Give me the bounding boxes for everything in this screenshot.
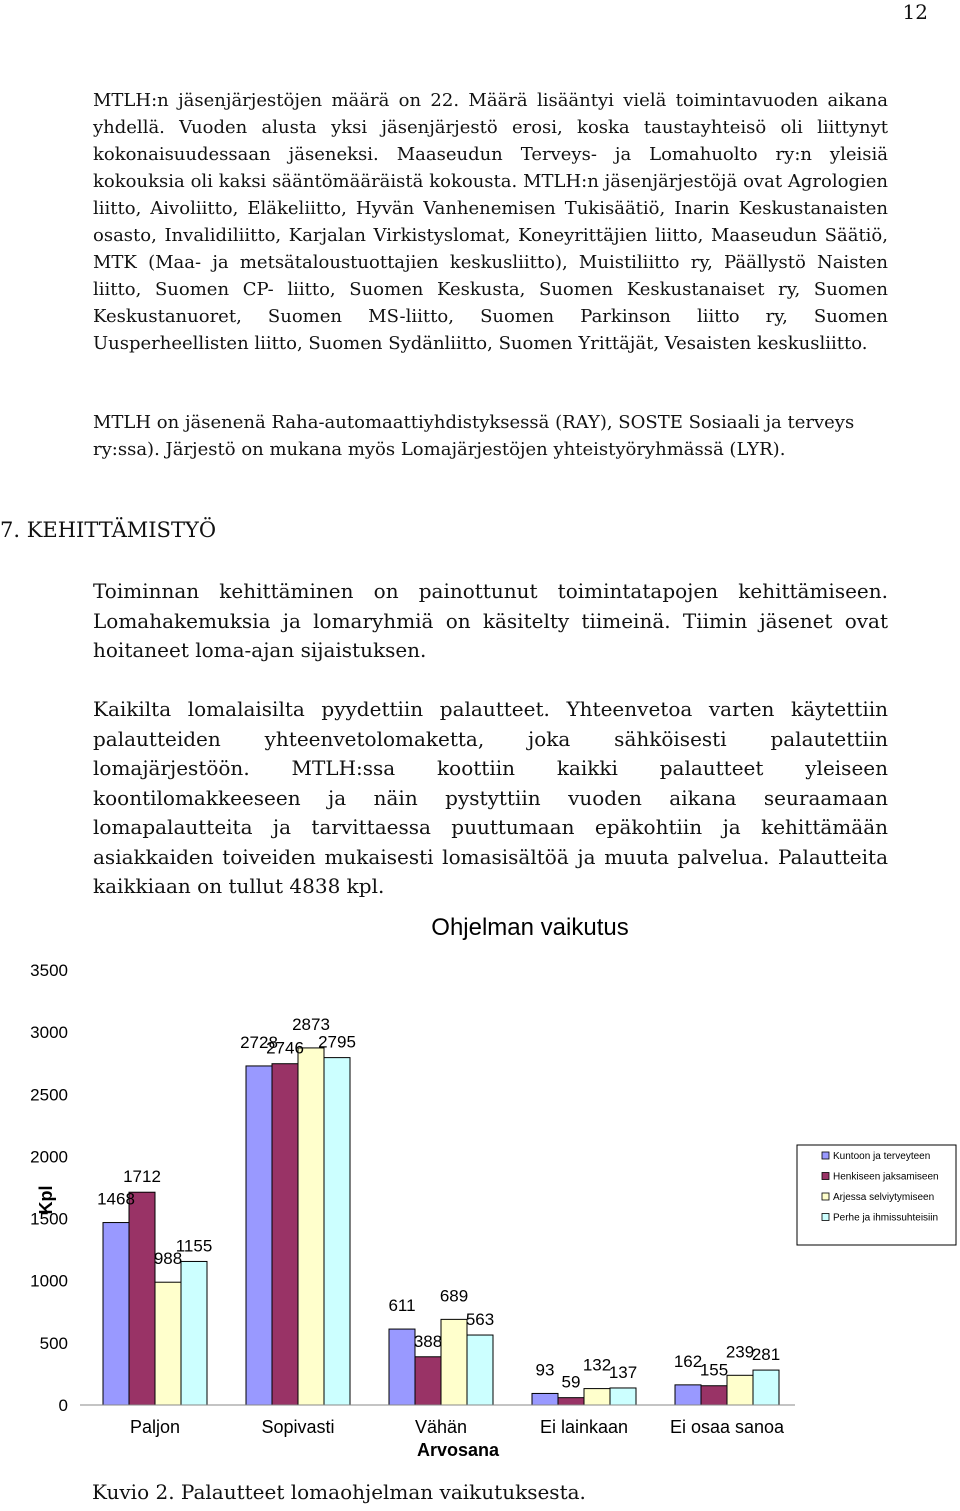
- y-tick-label: 500: [39, 1333, 68, 1353]
- y-axis-label: Kpl: [36, 1185, 56, 1215]
- bar: [298, 1048, 324, 1405]
- paragraph-members: MTLH:n jäsenjärjestöjen määrä on 22. Määrä lisääntyi vielä toimintavuoden aikana yhdellä. Vuoden alusta yksi jäsenjärjestö erosi, koska taustayhteisö oli liittynyt kokonaisuudessaan jäseneksi. Maaseudun Terveys- ja Lomahuolto ry:n yleisiä kokouksia oli kaksi sääntömääräistä kokousta. MTLH:n jäsenjärjestöjä ovat Agrologien liitto, Aivoliitto, Eläkeliitto, Hyvän Vanhenemisen Tukisäätiö, Inarin Keskustanaisten osasto, Invalidiliitto, Karjalan Virkistyslomat, Koneyrittäjien liitto, Maaseudun Säätiö, MTK (Maa- ja metsätaloustuottajien keskusliitto), Muistiliitto ry, Päällystö Naisten liitto, Suomen CP- liitto, Suomen Keskusta, Suomen Keskustanaiset ry, Suomen Keskustanuoret, Suomen MS-liitto, Suomen Parkinson liitto ry, Suomen Uusperheellisten liitto, Suomen Sydänliitto, Suomen Yrittäjät, Vesaisten keskusliitto.: [93, 90, 888, 354]
- bar-value-label: 2795: [318, 1032, 356, 1052]
- y-tick-label: 2500: [30, 1085, 68, 1105]
- bar: [532, 1393, 558, 1405]
- y-tick-label: 1000: [30, 1271, 68, 1291]
- bar-value-label: 611: [388, 1296, 416, 1316]
- bar: [610, 1388, 636, 1405]
- bar-value-label: 93: [535, 1360, 555, 1380]
- legend-swatch: [822, 1193, 829, 1200]
- bar: [155, 1282, 181, 1405]
- category-label: Ei osaa sanoa: [669, 1417, 785, 1437]
- bar: [415, 1357, 441, 1405]
- bar-value-label: 2873: [292, 1014, 330, 1034]
- bar: [467, 1335, 493, 1405]
- bar: [181, 1261, 207, 1405]
- bar-value-label: 59: [561, 1372, 581, 1392]
- bar: [246, 1066, 272, 1405]
- bar-value-label: 137: [608, 1362, 638, 1382]
- bar-value-label: 1155: [175, 1236, 213, 1256]
- bar-value-label: 988: [153, 1249, 183, 1269]
- paragraph-memberships: MTLH on jäsenenä Raha-automaattiyhdistyksessä (RAY), SOSTE Sosiaali ja terveys ry:ssa). Järjestö on mukana myös Lomajärjestöjen yhteistyöryhmässä (LYR).: [93, 412, 855, 460]
- bar-value-label: 689: [439, 1286, 469, 1306]
- bar: [129, 1192, 155, 1405]
- bar: [753, 1370, 779, 1405]
- bar: [389, 1329, 415, 1405]
- legend-label: Arjessa selviytymiseen: [833, 1192, 935, 1203]
- legend-swatch: [822, 1214, 829, 1221]
- bar: [441, 1319, 467, 1405]
- bar: [272, 1064, 298, 1405]
- chart-legend: [797, 1145, 956, 1245]
- y-tick-label: 1500: [30, 1209, 68, 1229]
- figure-caption: Kuvio 2. Palautteet lomaohjelman vaikutuksesta.: [92, 1480, 586, 1504]
- x-axis-label: Arvosana: [416, 1440, 500, 1460]
- bar: [727, 1375, 753, 1405]
- y-tick-label: 3500: [30, 961, 68, 980]
- legend-label: Perhe ja ihmissuhteisiin: [833, 1212, 939, 1224]
- bar: [701, 1386, 727, 1405]
- bar-value-label: 281: [751, 1345, 781, 1365]
- bar-value-label: 239: [725, 1342, 755, 1362]
- bar-value-label: 1712: [123, 1167, 161, 1187]
- bar-value-label: 388: [413, 1331, 443, 1351]
- bar: [103, 1223, 129, 1405]
- category-label: Sopivasti: [261, 1417, 335, 1437]
- category-label: Ei lainkaan: [539, 1417, 629, 1437]
- feedback-bar-chart: [0, 900, 960, 1475]
- bar: [675, 1385, 701, 1405]
- y-tick-label: 3000: [30, 1023, 68, 1043]
- legend-swatch: [822, 1173, 829, 1180]
- bar: [558, 1398, 584, 1405]
- category-label: Paljon: [129, 1417, 181, 1437]
- page-number: 12: [902, 0, 928, 24]
- y-tick-label: 0: [58, 1396, 68, 1415]
- legend-label: Kuntoon ja terveyteen: [833, 1151, 931, 1162]
- section-heading: 7. KEHITTÄMISTYÖ: [0, 518, 217, 542]
- paragraph-development: Toiminnan kehittäminen on painottunut toimintatapojen kehittämiseen. Lomahakemuksia ja lomaryhmiä on käsitelty tiimeinä. Tiimin jäsenet ovat hoitaneet loma-ajan sijaistuksen.: [93, 579, 888, 662]
- bar-value-label: 2728: [240, 1032, 278, 1052]
- bar-value-label: 132: [582, 1355, 612, 1375]
- paragraph-feedback: Kaikilta lomalaisilta pyydettiin palautteet. Yhteenvetoa varten käytettiin palautteiden yhteenvetolomaketta, joka sähköisesti palautettiin lomajärjestöön. MTLH:ssa koottiin kaikki palautteet yleiseen koontilomakkeeseen ja näin pystyttiin vuoden aikana seuraamaan lomapalautteita ja tarvittaessa puuttumaan epäkohtiin ja kehittämään asiakkaiden toiveiden mukaisesti lomasisältöä ja muuta palvelua. Palautteita kaikkiaan on tullut 4838 kpl.: [93, 697, 888, 898]
- bar-value-label: 563: [465, 1310, 495, 1330]
- y-tick-label: 2000: [30, 1147, 68, 1167]
- bar-value-label: 155: [699, 1360, 729, 1380]
- bar-value-label: 162: [673, 1351, 703, 1371]
- bar-value-label: 2746: [266, 1038, 304, 1058]
- legend-label: Henkiseen jaksamiseen: [833, 1171, 939, 1183]
- bar: [584, 1389, 610, 1405]
- legend-swatch: [822, 1152, 829, 1159]
- bar-value-label: 1468: [97, 1189, 135, 1209]
- chart-title: Ohjelman vaikutus: [431, 914, 629, 941]
- bar: [324, 1058, 350, 1405]
- category-label: Vähän: [414, 1417, 468, 1437]
